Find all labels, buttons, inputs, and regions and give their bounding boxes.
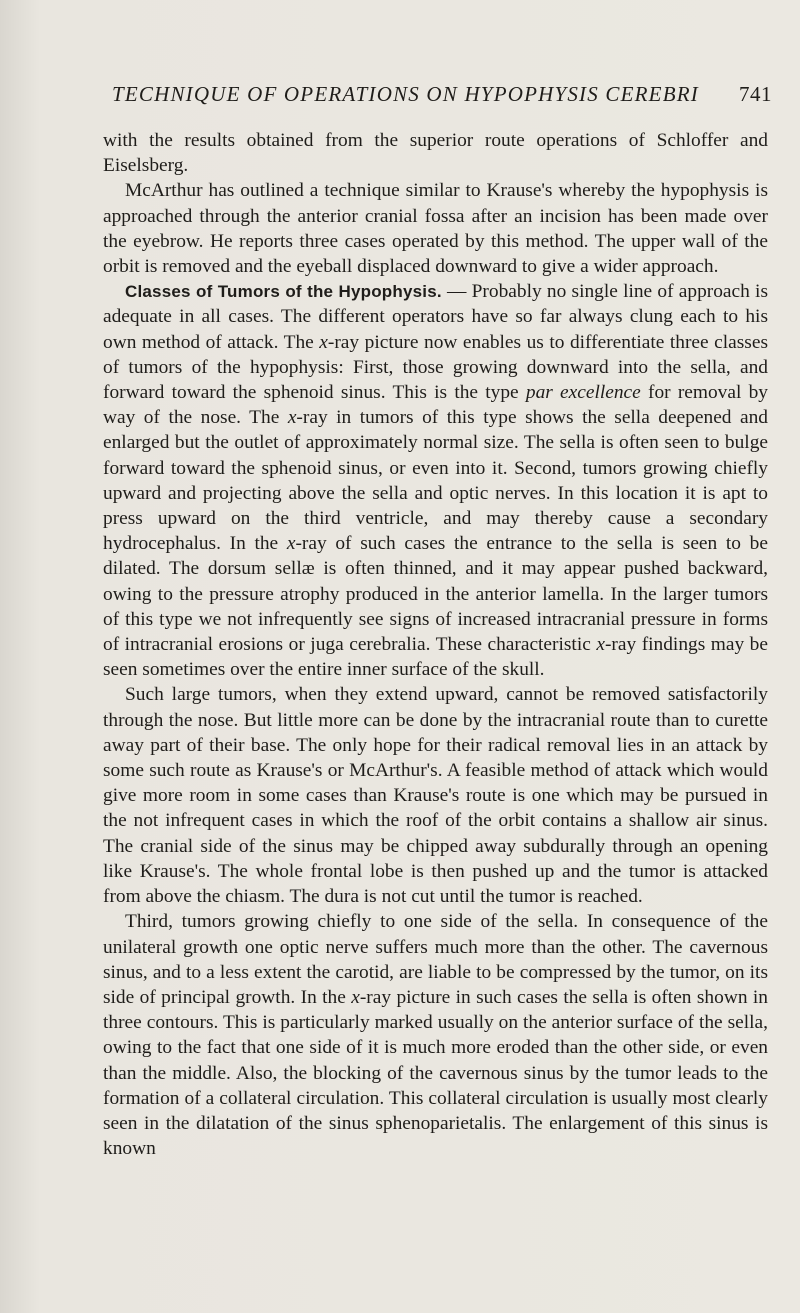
paragraph-tumor-classes — [103, 279, 768, 682]
text-run: -ray findings may be seen sometimes over the entire inner surface of the skull. — [103, 634, 768, 681]
running-header — [112, 82, 772, 107]
italic-x: x — [287, 407, 297, 429]
text-run: for removal by way of the nose. The — [103, 382, 768, 429]
body-text — [103, 128, 768, 1161]
italic-x: x — [351, 986, 360, 1008]
running-title: TECHNIQUE OF OPERATIONS ON HYPOPHYSIS CEREBRI — [112, 82, 699, 106]
paragraph-third-class — [103, 909, 768, 1161]
text-run: -ray of such cases the entrance to the sella is seen to be dilated. The dorsum sellæ is often thinned, and it may appear pushed backward, owing to the pressure atrophy produced in the anterior lamella. In the larger tumors of this type we not infrequently see signs of increased intracranial pressure in forms of intracranial erosions or juga cerebralia. These characteristic — [103, 533, 768, 656]
paragraph-mcarthur: McArthur has outlined a technique similar to Krause's whereby the hypophysis is approached through the anterior cranial fossa after an incision has been made over the eyebrow. He reports three cases operated by this method. The upper wall of the orbit is removed and the eyeball displaced downward to give a wider approach. — [103, 180, 768, 278]
text-run: Third, tumors growing chiefly to one side of the sella. In consequence of the unilateral growth one optic nerve suffers much more than the other. The cavernous sinus, and to a less extent the carotid, are liable to be compressed by the tumor, on its side of principal growth. In the — [103, 911, 768, 1008]
italic-x: x — [319, 331, 328, 353]
text-run: — Probably no single line of approach is adequate in all cases. The different operators have so far always clung each to his own method of attack. The — [103, 281, 768, 353]
section-heading: Classes of Tumors of the Hypophysis. — [125, 282, 442, 302]
text-run: -ray picture now enables us to differentiate three classes of tumors of the hypophysis: First, those growing downward into the sella, and forward toward the sphenoid sinus. This is the type — [103, 331, 768, 404]
paragraph-large-tumors: Such large tumors, when they extend upward, cannot be removed satisfactorily through the nose. But little more can be done by the intracranial route than to curette away part of their base. The only hope for their radical removal lies in an attack by some such route as Krause's or McArthur's. A feasible method of attack which would give more room in some cases than Krause's route is one which may be pursued in the not infrequent cases in which the roof of the orbit contains a shallow air sinus. The cranial side of the sinus may be chipped away subdurally through an opening like Krause's. The whole frontal lobe is then pushed up and the tumor is attacked from above the chiasm. The dura is not cut until the tumor is reached. — [103, 684, 768, 908]
italic-x: x — [596, 634, 605, 656]
italic-x: x — [286, 533, 296, 555]
text-run: -ray picture in such cases the sella is often shown in three contours. This is particularly marked usually on the anterior surface of the sella, owing to the fact that one side of it is much more eroded than the other side, or even than the middle. Also, the blocking of the cavernous sinus by the tumor leads to the formation of a collateral circulation. This collateral circulation is usually most clearly seen in the dilatation of the sinus sphenoparietalis. The enlargement of this sinus is known — [103, 986, 768, 1160]
paragraph-continuation: with the results obtained from the superior route operations of Schloffer and Eiselsberg. — [103, 130, 768, 177]
italic-phrase: par excellence — [525, 382, 641, 404]
page-number: 741 — [739, 82, 772, 106]
text-run: -ray in tumors of this type shows the sella deepened and enlarged but the outlet of approximately normal size. The sella is often seen to bulge forward toward the sphenoid sinus, or even into it. Second, tumors growing chiefly upward and projecting above the sella and optic nerves. In this location it is apt to press upward on the third ventricle, and may thereby cause a secondary hydrocephalus. In the — [103, 407, 768, 555]
